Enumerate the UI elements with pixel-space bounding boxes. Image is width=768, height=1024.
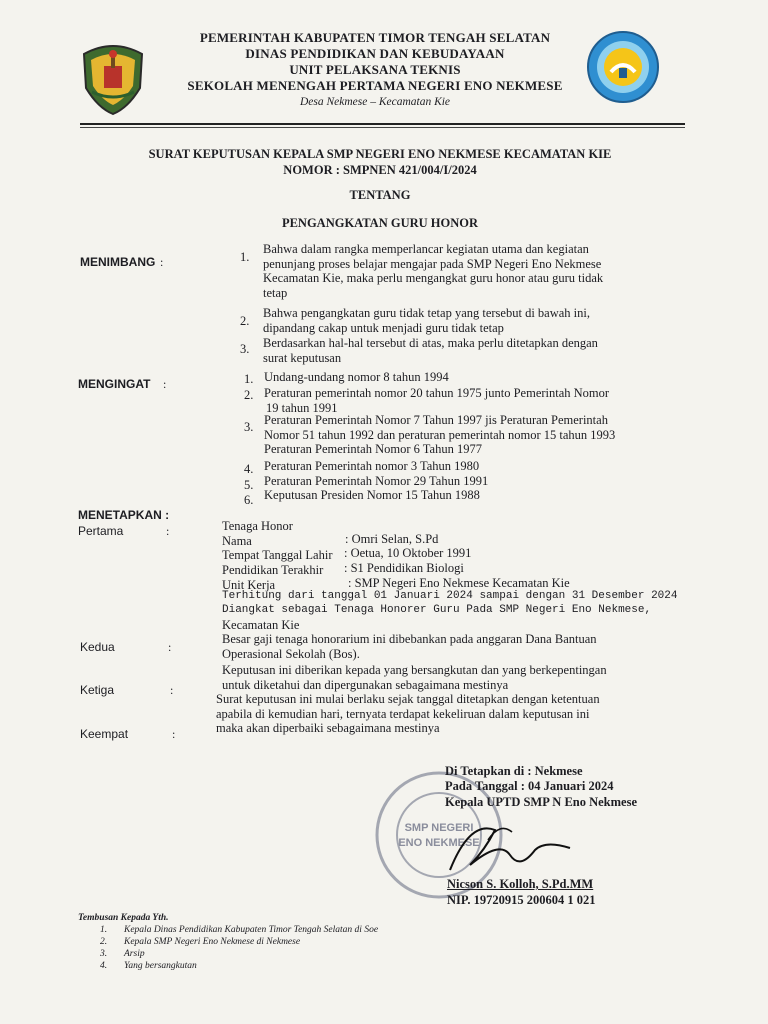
decree-subject: PENGANGKATAN GURU HONOR <box>281 216 479 230</box>
text-line: Peraturan pemerintah nomor 20 tahun 1975 junto Pemerintah Nomor <box>264 386 610 400</box>
signatory-nip: NIP. 19720915 200604 1 021 <box>447 893 596 907</box>
terhitung-text: Terhitung dari tanggal 01 Januari 2024 sampai dengan 31 Desember 2024 <box>222 590 678 602</box>
text-line: Operasional Sekolah (Bos). <box>222 646 360 661</box>
text-line: Peraturan Pemerintah Nomor 29 Tahun 1991 <box>264 474 489 488</box>
diangkat-text: Diangkat sebagai Tenaga Honorer Guru Pada SMP Negeri Eno Nekmese, <box>222 604 652 616</box>
stamp-text-2: ENO NEKMESE <box>398 837 480 849</box>
tenaga-honor-heading: Tenaga Honor <box>222 519 293 533</box>
mengingat-number: 1. <box>244 372 254 386</box>
handwritten-signature-icon <box>440 810 580 880</box>
tembusan-item: Yang bersangkutan <box>124 961 197 971</box>
text-line: Undang-undang nomor 8 tahun 1994 <box>264 370 449 384</box>
text-line: 19 tahun 1991 <box>266 400 338 415</box>
pertama-label: Pertama <box>78 524 124 538</box>
mengingat-label: MENGINGAT <box>78 377 151 391</box>
signature-date: Pada Tanggal : 04 Januari 2024 <box>445 779 614 793</box>
ketiga-label: Ketiga <box>80 683 115 697</box>
field-value-unit: : SMP Negeri Eno Nekmese Kecamatan Kie <box>348 576 570 590</box>
text-line: Keputusan Presiden Nomor 15 Tahun 1988 <box>264 488 480 502</box>
menetapkan-label: MENETAPKAN : <box>78 508 170 522</box>
text-line: Surat keputusan ini mulai berlaku sejak tanggal ditetapkan dengan ketentuan <box>216 692 600 706</box>
colon: : <box>170 683 174 697</box>
text-line: Bahwa dalam rangka memperlancar kegiatan utama dan kegiatan <box>263 242 589 256</box>
menimbang-item-3 <box>263 336 598 365</box>
regency-emblem-icon <box>78 40 148 116</box>
tentang-heading: TENTANG <box>349 188 411 202</box>
field-value-education: : S1 Pendidikan Biologi <box>344 561 464 575</box>
header-divider-thin <box>80 127 685 128</box>
decree-number: NOMOR : SMPNEN 421/004/I/2024 <box>283 163 477 177</box>
text-line: Bahwa pengangkatan guru tidak tetap yang tersebut di bawah ini, <box>263 306 590 320</box>
menimbang-item-1 <box>263 242 603 300</box>
text-line: tetap <box>263 285 288 300</box>
text-line: dipandang cakap untuk menjadi guru tidak tetap <box>263 320 504 335</box>
text-line: Peraturan Pemerintah nomor 3 Tahun 1980 <box>264 459 480 473</box>
text-line: apabila di kemudian hari, ternyata terdapat kekeliruan dalam keputusan ini <box>216 706 590 721</box>
text-line: Berdasarkan hal-hal tersebut di atas, maka perlu ditetapkan dengan <box>263 336 598 350</box>
menimbang-number: 1. <box>240 250 250 264</box>
header-divider-thick <box>80 123 685 125</box>
mengingat-item-6 <box>264 488 480 503</box>
mengingat-number: 6. <box>244 493 254 507</box>
kedua-label: Kedua <box>80 640 115 654</box>
field-value-name: : Omri Selan, S.Pd <box>345 532 439 546</box>
letterhead <box>170 30 580 110</box>
letterhead-line-4: SEKOLAH MENENGAH PERTAMA NEGERI ENO NEKMESE <box>187 78 563 93</box>
tembusan-number: 3. <box>100 949 108 959</box>
menimbang-number: 2. <box>240 314 250 328</box>
signature-position: Kepala UPTD SMP N Eno Nekmese <box>445 795 638 809</box>
mengingat-item-3 <box>264 413 615 457</box>
text-line: untuk diketahui dan dipergunakan sebagaimana mestinya <box>222 677 509 692</box>
kedua-text <box>222 632 597 661</box>
text-line: penunjang proses belajar mengajar pada SMP Negeri Eno Nekmese <box>263 256 602 271</box>
colon: : <box>166 524 170 538</box>
text-line: Nomor 51 tahun 1992 dan peraturan pemerintah nomor 15 tahun 1993 <box>264 427 616 442</box>
tembusan-number: 2. <box>100 937 108 947</box>
text-line: Keputusan ini diberikan kepada yang bersangkutan dan yang berkepentingan <box>222 663 607 677</box>
text-line: maka akan diperbaiki sebagaimana mestinya <box>216 721 440 735</box>
letterhead-line-2: DINAS PENDIDIKAN DAN KEBUDAYAAN <box>245 46 505 61</box>
ketiga-text <box>222 663 607 692</box>
mengingat-item-1 <box>264 370 449 385</box>
tembusan-label: Tembusan Kepada Yth. <box>78 913 169 923</box>
mengingat-number: 2. <box>244 388 254 402</box>
field-label: Unit Kerja <box>222 578 276 592</box>
menimbang-number: 3. <box>240 342 250 356</box>
mengingat-number: 5. <box>244 478 254 492</box>
text-line: Besar gaji tenaga honorarium ini dibebankan pada anggaran Dana Bantuan <box>222 632 597 646</box>
letterhead-line-1: PEMERINTAH KABUPATEN TIMOR TENGAH SELATAN <box>199 30 551 45</box>
tembusan-number: 4. <box>100 961 108 971</box>
diangkat-text-2: Kecamatan Kie <box>222 618 300 632</box>
menimbang-label: MENIMBANG <box>80 255 156 269</box>
letterhead-address: Desa Nekmese – Kecamatan Kie <box>299 96 451 108</box>
colon: : <box>168 640 172 654</box>
tembusan-item: Arsip <box>124 949 145 959</box>
letterhead-line-3: UNIT PELAKSANA TEKNIS <box>289 62 461 77</box>
field-label: Tempat Tanggal Lahir <box>222 548 333 562</box>
colon: : <box>172 727 176 741</box>
tut-wuri-handayani-logo-icon <box>586 30 660 104</box>
tembusan-item: Kepala Dinas Pendidikan Kabupaten Timor Tengah Selatan di Soe <box>124 925 379 935</box>
keempat-text <box>216 692 600 736</box>
field-label: Pendidikan Terakhir <box>222 563 324 577</box>
mengingat-item-5 <box>264 474 488 489</box>
signature-place: Di Tetapkan di : Nekmese <box>445 764 583 778</box>
tembusan-number: 1. <box>100 925 108 935</box>
text-line: Peraturan Pemerintah Nomor 7 Tahun 1997 jis Peraturan Pemerintah <box>264 413 608 427</box>
colon: : <box>160 255 164 269</box>
stamp-text-1: SMP NEGERI <box>404 822 474 834</box>
text-line: Kecamatan Kie, maka perlu mengangkat guru honor atau guru tidak <box>263 271 604 285</box>
menimbang-item-2 <box>263 306 590 335</box>
mengingat-item-2 <box>264 386 609 415</box>
mengingat-number: 4. <box>244 462 254 476</box>
colon: : <box>163 377 167 391</box>
text-line: surat keputusan <box>263 350 342 365</box>
mengingat-number: 3. <box>244 420 254 434</box>
decree-title: SURAT KEPUTUSAN KEPALA SMP NEGERI ENO NEKMESE KECAMATAN KIE <box>148 147 612 161</box>
signatory-name: Nicson S. Kolloh, S.Pd.MM <box>447 877 594 891</box>
keempat-label: Keempat <box>80 727 129 741</box>
field-label: Nama <box>222 534 252 548</box>
field-value-birth: : Oetua, 10 Oktober 1991 <box>344 546 472 560</box>
mengingat-item-4 <box>264 459 479 474</box>
text-line: Peraturan Pemerintah Nomor 6 Tahun 1977 <box>264 442 482 456</box>
tembusan-item: Kepala SMP Negeri Eno Nekmese di Nekmese <box>124 937 301 947</box>
